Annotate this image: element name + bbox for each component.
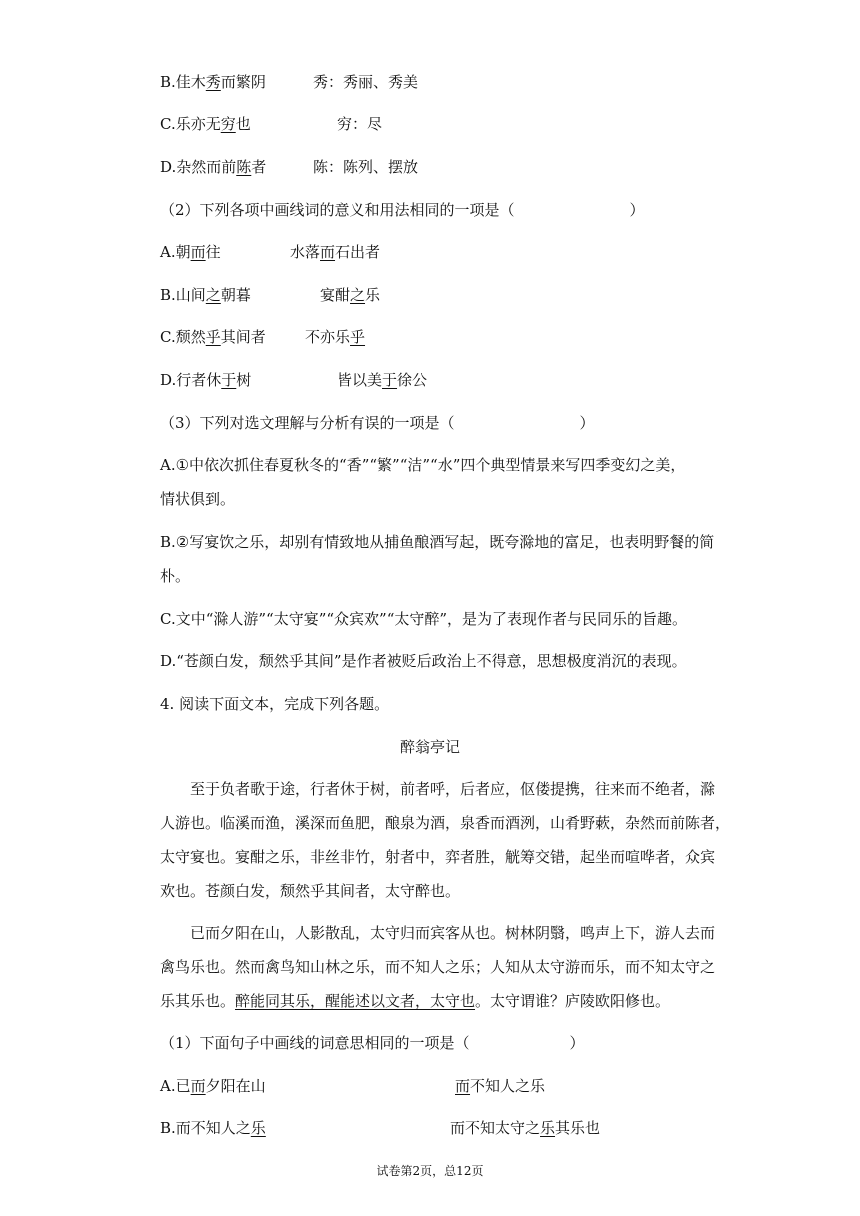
page-footer: 试卷第2页，总12页: [376, 1164, 484, 1178]
passage-p1-line3: 太守宴也。宴酣之乐，非丝非竹，射者中，弈者胜，觥筹交错，起坐而喧哗者，众宾: [160, 848, 716, 866]
q4-stem: 4. 阅读下面文本，完成下列各题。: [160, 695, 390, 713]
q2-option-c-right: 不亦乐乎: [305, 328, 366, 346]
passage-p2-line3: 乐其乐也。醉能同其乐，醒能述以文者，太守也。太守谓谁？庐陵欧阳修也。: [160, 992, 671, 1010]
q4-sub1-option-a-left: A.已而夕阳在山: [160, 1077, 266, 1095]
q3-stem: （3）下列对选文理解与分析有误的一项是（ ）: [160, 414, 595, 432]
q1-option-b: B.佳木秀而繁阴: [160, 73, 266, 91]
q3-option-a-line2: 情状俱到。: [160, 490, 236, 508]
passage-p2-line2: 禽鸟乐也。然而禽鸟知山林之乐，而不知人之乐；人知从太守游而乐，而不知太守之: [160, 958, 716, 976]
q1-option-c: C.乐亦无穷也: [160, 115, 251, 133]
q1-option-d: D.杂然而前陈者: [160, 158, 267, 176]
q3-option-b-line1: B.②写宴饮之乐，却别有情致地从捕鱼酿酒写起，既夸滁地的富足，也表明野餐的简: [160, 533, 715, 551]
q1-option-b-gloss: 秀：秀丽、秀美: [313, 73, 419, 91]
q3-option-d: D.“苍颜白发，颓然乎其间”是作者被贬后政治上不得意，思想极度消沉的表现。: [160, 652, 687, 670]
q2-option-b-right: 宴酣之乐: [320, 286, 381, 304]
q4-sub1-option-b-right: 而不知太守之乐其乐也: [450, 1119, 601, 1137]
passage-p1-line4: 欢也。苍颜白发，颓然乎其间者，太守醉也。: [160, 882, 461, 900]
q1-option-c-gloss: 穷：尽: [337, 115, 383, 133]
passage-p1-line1: 至于负者歌于途，行者休于树，前者呼，后者应，伛偻提携，往来而不绝者，滁: [190, 780, 716, 798]
q2-option-b-left: B.山间之朝暮: [160, 286, 251, 304]
q3-option-c: C.文中“滁人游”“太守宴”“众宾欢”“太守醉”，是为了表现作者与民同乐的旨趣。: [160, 610, 688, 628]
q2-option-a-right: 水落而石出者: [290, 243, 381, 261]
passage-title: 醉翁亭记: [399, 738, 460, 756]
q3-option-a-line1: A.①中依次抓住春夏秋冬的“香”“繁”“洁”“水”四个典型情景来写四季变幻之美，: [160, 456, 686, 474]
passage-p2-line1: 已而夕阳在山，人影散乱，太守归而宾客从也。树林阴翳，鸣声上下，游人去而: [190, 924, 716, 942]
q4-sub1-stem: （1）下面句子中画线的词意思相同的一项是（ ）: [160, 1034, 585, 1052]
q3-option-b-line2: 朴。: [160, 567, 191, 585]
q2-option-d-left: D.行者休于树: [160, 371, 252, 389]
q4-sub1-option-a-right: 而不知人之乐: [455, 1077, 546, 1095]
q1-option-d-gloss: 陈：陈列、摆放: [313, 158, 419, 176]
q4-sub1-option-b-left: B.而不知人之乐: [160, 1119, 266, 1137]
q2-stem: （2）下列各项中画线词的意义和用法相同的一项是（ ）: [160, 201, 645, 219]
q2-option-c-left: C.颓然乎其间者: [160, 328, 266, 346]
q2-option-a-left: A.朝而往: [160, 243, 221, 261]
passage-p1-line2: 人游也。临溪而渔，溪深而鱼肥，酿泉为酒，泉香而酒洌，山肴野蔌，杂然而前陈者，: [160, 814, 731, 832]
q2-option-d-right: 皆以美于徐公: [337, 371, 428, 389]
